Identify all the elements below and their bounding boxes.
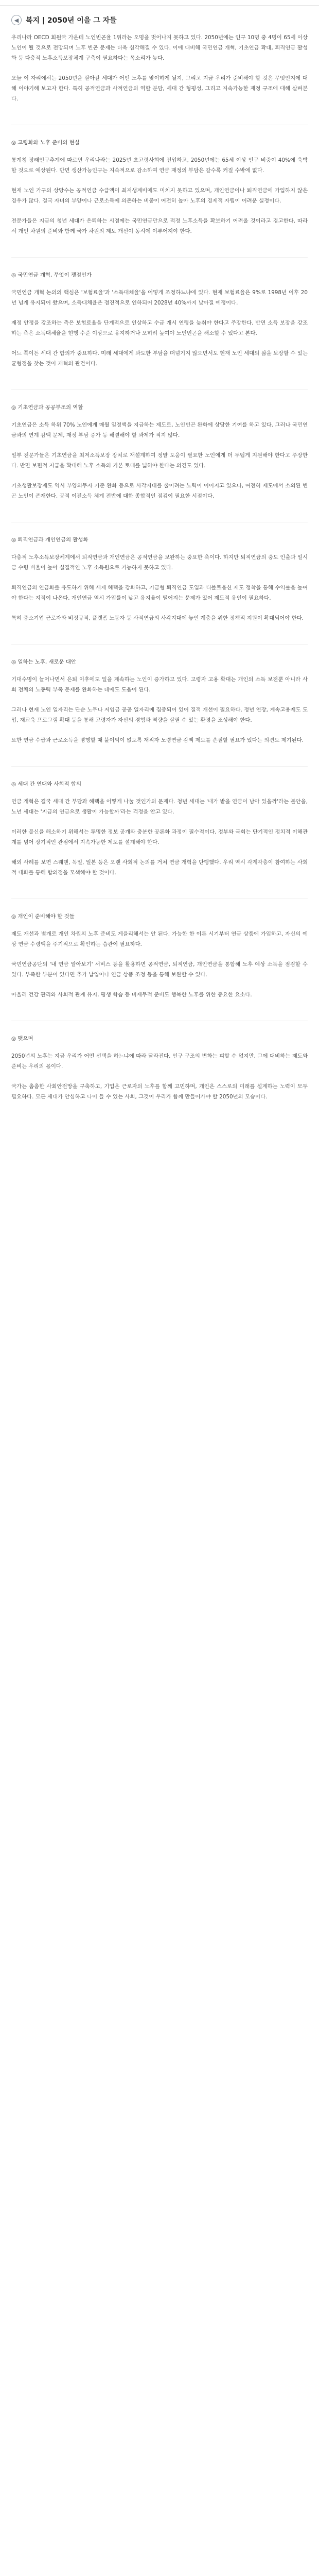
section-heading: ◎ 기초연금과 공공부조의 역할 — [11, 404, 83, 411]
section-heading: ◎ 고령화와 노후 준비의 현실 — [11, 140, 80, 146]
paragraph: 현재 노인 가구의 상당수는 공적연금 수급액이 최저생계비에도 미치지 못하고 있으며, 개인연금이나 퇴직연금에 가입하지 않은 경우가 많다. 결국 자녀의 부양이나 근로소득에 의존하는 비중이 여전히 높아 노후의 경제적 자립이 어려운 실정이다. — [11, 188, 308, 204]
section-heading: ◎ 국민연금 개혁, 무엇이 쟁점인가 — [11, 272, 92, 278]
paragraph: 국민연금 개혁 논의의 핵심은 '보험료율'과 '소득대체율'을 어떻게 조정하느냐에 있다. 현재 보험료율은 9%로 1998년 이후 20년 넘게 유지되어 왔으며, 소득대체율은 점진적으로 인하되어 2028년 40%까지 낮아질 예정이다. — [11, 290, 308, 306]
paragraph: 어느 쪽이든 세대 간 합의가 중요하다. 미래 세대에게 과도한 부담을 떠넘기지 않으면서도 현재 노인 세대의 삶을 보장할 수 있는 균형점을 찾는 것이 개혁의 관건이다. — [11, 350, 308, 367]
article-section — [11, 138, 308, 236]
section-heading: ◎ 세대 간 연대와 사회적 합의 — [11, 781, 81, 787]
paragraph: 통계청 장래인구추계에 따르면 우리나라는 2025년 초고령사회에 진입하고, 2050년에는 65세 이상 인구 비중이 40%에 육박할 것으로 예상된다. 반면 생산가능인구는 지속적으로 감소하여 연금 재정의 부담은 갈수록 커질 수밖에 없다. — [11, 157, 308, 174]
paragraph: 전문가들은 지금의 청년 세대가 은퇴하는 시점에는 국민연금만으로 적정 노후소득을 확보하기 어려울 것이라고 경고한다. 따라서 개인 차원의 준비와 함께 국가 차원의 제도 개선이 동시에 이루어져야 한다. — [11, 218, 308, 234]
section-divider — [11, 644, 308, 645]
title-row — [0, 6, 319, 32]
article-section — [11, 402, 308, 501]
section-divider — [11, 766, 308, 767]
post-title: 복지 | 2050년 이을 그 자들 — [26, 16, 117, 25]
paragraph: 2050년의 노후는 지금 우리가 어떤 선택을 하느냐에 따라 달라진다. 인구 구조의 변화는 피할 수 없지만, 그에 대비하는 제도와 준비는 우리의 몫이다. — [11, 1053, 308, 1070]
paragraph: 국가는 촘촘한 사회안전망을 구축하고, 기업은 근로자의 노후를 함께 고민하며, 개인은 스스로의 미래를 설계하는 노력이 모두 필요하다. 모든 세대가 안심하고 나이 들 수 있는 사회, 그것이 우리가 함께 만들어가야 할 2050년의 모습이다. — [11, 1083, 308, 1100]
paragraph: 국민연금공단의 '내 연금 알아보기' 서비스 등을 활용하면 공적연금, 퇴직연금, 개인연금을 통합해 노후 예상 소득을 점검할 수 있다. 부족한 부분이 있다면 추가 납입이나 연금 상품 조정 등을 통해 보완할 수 있다. — [11, 961, 308, 978]
section-divider — [11, 257, 308, 258]
paragraph: 일부 전문가들은 기초연금을 최저소득보장 장치로 재설계하여 정말 도움이 필요한 노인에게 더 두텁게 지원해야 한다고 주장한다. 반면 보편적 지급을 확대해 노후 소득의 기본 토대를 넓혀야 한다는 의견도 있다. — [11, 452, 308, 469]
paragraph: 그러나 현재 노인 일자리는 단순 노무나 저임금 공공 일자리에 집중되어 있어 질적 개선이 필요하다. 정년 연장, 계속고용제도 도입, 재교육 프로그램 확대 등을 통해 고령자가 자신의 경험과 역량을 살릴 수 있는 환경을 조성해야 한다. — [11, 707, 308, 723]
paragraph: 기대수명이 늘어나면서 은퇴 이후에도 일을 계속하는 노인이 증가하고 있다. 고령자 고용 확대는 개인의 소득 보전뿐 아니라 사회 전체의 노동력 부족 문제를 완화하는 데에도 도움이 된다. — [11, 676, 308, 693]
section-heading: ◎ 퇴직연금과 개인연금의 활성화 — [11, 537, 88, 543]
paragraph: 기초연금은 소득 하위 70% 노인에게 매월 일정액을 지급하는 제도로, 노인빈곤 완화에 상당한 기여를 하고 있다. 그러나 국민연금과의 연계 감액 문제, 재정 부담 증가 등 해결해야 할 과제가 적지 않다. — [11, 422, 308, 438]
paragraph: 퇴직연금의 연금화를 유도하기 위해 세제 혜택을 강화하고, 기금형 퇴직연금 도입과 디폴트옵션 제도 정착을 통해 수익률을 높여야 한다는 지적이 나온다. 개인연금 역시 가입률이 낮고 유지율이 떨어지는 문제가 있어 제도적 유인이 필요하다. — [11, 585, 308, 601]
article-section — [11, 1033, 308, 1102]
paragraph: 제도 개선과 별개로 개인 차원의 노후 준비도 게을리해서는 안 된다. 가능한 한 이른 시기부터 연금 상품에 가입하고, 자신의 예상 연금 수령액을 주기적으로 확인하는 습관이 필요하다. — [11, 931, 308, 947]
paragraph: 재정 안정을 강조하는 측은 보험료율을 단계적으로 인상하고 수급 개시 연령을 늦춰야 한다고 주장한다. 반면 소득 보장을 강조하는 측은 소득대체율을 현행 수준 이상으로 유지하거나 오히려 높여야 노인빈곤을 해소할 수 있다고 본다. — [11, 320, 308, 336]
paragraph: 우리나라 OECD 회원국 가운데 노인빈곤율 1위라는 오명을 벗어나지 못하고 있다. 2050년에는 인구 10명 중 4명이 65세 이상 노인이 될 것으로 전망되며 노후 빈곤 문제는 더욱 심각해질 수 있다. 이에 대비해 국민연금 개혁, 기초연금 확대, 퇴직연금 활성화 등 다층적 노후소득보장체계 구축이 필요하다는 목소리가 높다. — [11, 35, 308, 61]
article-section — [11, 911, 308, 1000]
paragraph: 또한 연금 수급과 근로소득을 병행할 때 불이익이 없도록 재직자 노령연금 감액 제도를 손질할 필요가 있다는 의견도 제기된다. — [11, 737, 304, 743]
article-section — [11, 779, 308, 878]
article-section — [11, 32, 308, 104]
section-divider — [11, 389, 308, 390]
article-section — [11, 535, 308, 623]
back-icon[interactable]: ◀ — [11, 15, 22, 25]
paragraph: 아울러 건강 관리와 사회적 관계 유지, 평생 학습 등 비재무적 준비도 행복한 노후를 위한 중요한 요소다. — [11, 992, 252, 998]
section-heading: ◎ 맺으며 — [11, 1036, 33, 1042]
section-heading: ◎ 개인이 준비해야 할 것들 — [11, 913, 75, 920]
paragraph: 연금 개혁은 결국 세대 간 부담과 혜택을 어떻게 나눌 것인가의 문제다. 청년 세대는 '내가 받을 연금이 남아 있을까'라는 불안을, 노년 세대는 '지금의 연금으로 생활이 가능할까'라는 걱정을 안고 있다. — [11, 799, 308, 815]
paragraph: 이러한 불신을 해소하기 위해서는 투명한 정보 공개와 충분한 공론화 과정이 필수적이다. 정부와 국회는 단기적인 정치적 이해관계를 넘어 장기적인 관점에서 지속가능한 제도를 설계해야 한다. — [11, 829, 308, 845]
paragraph: 특히 중소기업 근로자와 비정규직, 플랫폼 노동자 등 사적연금의 사각지대에 놓인 계층을 위한 정책적 지원이 확대되어야 한다. — [11, 615, 304, 621]
paragraph: 해외 사례를 보면 스웨덴, 독일, 일본 등은 오랜 사회적 논의를 거쳐 연금 개혁을 단행했다. 우리 역시 각계각층이 참여하는 사회적 대화를 통해 합의점을 모색해야 할 것이다. — [11, 859, 308, 876]
paragraph: 다층적 노후소득보장체계에서 퇴직연금과 개인연금은 공적연금을 보완하는 중요한 축이다. 하지만 퇴직연금의 중도 인출과 일시금 수령 비율이 높아 실질적인 노후 소득원으로 기능하지 못하고 있다. — [11, 554, 308, 571]
section-heading: ◎ 일하는 노후, 새로운 대안 — [11, 659, 76, 665]
paragraph: 오늘 이 자리에서는 2050년을 살아갈 세대가 어떤 노후를 맞이하게 될지, 그리고 지금 우리가 준비해야 할 것은 무엇인지에 대해 이야기해 보고자 한다. 특히 공적연금과 사적연금의 역할 분담, 세대 간 형평성, 그리고 지속가능한 재정 구조에 대해 살펴본다. — [11, 75, 308, 102]
article-body — [0, 32, 319, 1102]
article-section — [11, 270, 308, 369]
article-section — [11, 657, 308, 745]
paragraph: 기초생활보장제도 역시 부양의무자 기준 완화 등으로 사각지대를 줄이려는 노력이 이어지고 있으나, 여전히 제도에서 소외된 빈곤 노인이 존재한다. 공적 이전소득 체계 전반에 대한 종합적인 점검이 필요한 시점이다. — [11, 483, 308, 499]
top-bar — [0, 0, 319, 6]
